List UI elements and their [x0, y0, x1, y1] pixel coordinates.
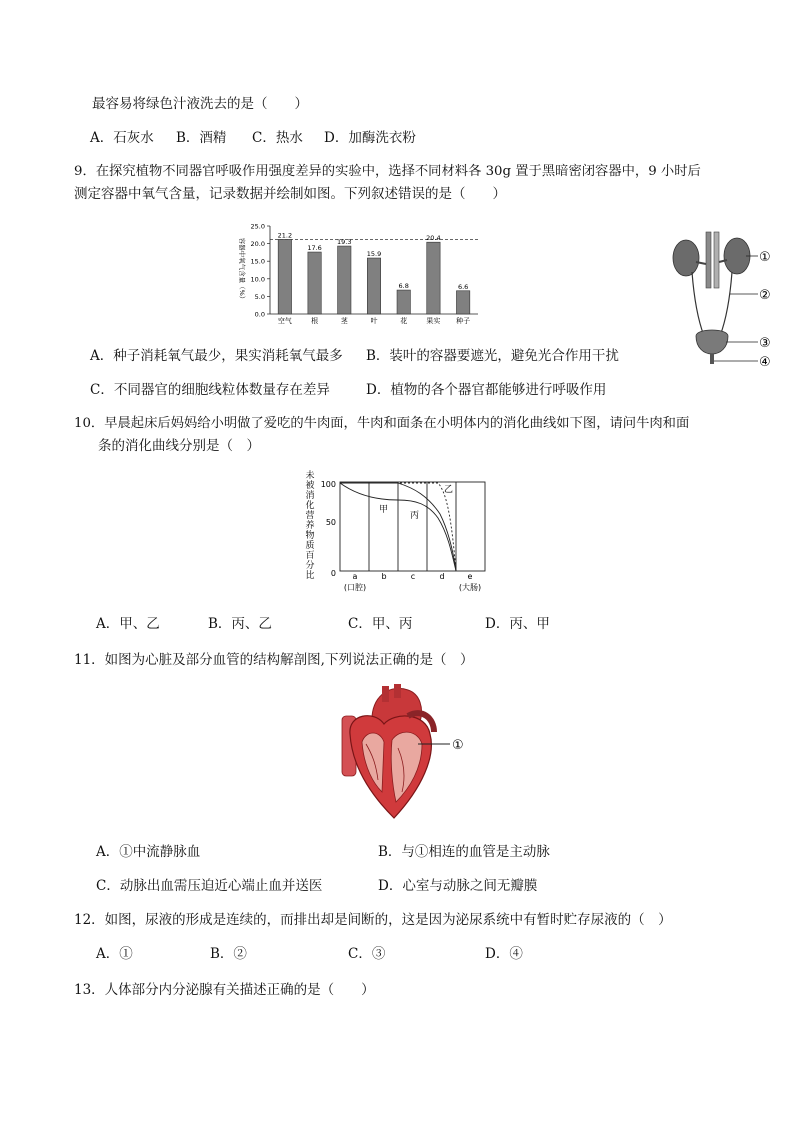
heart-label-1: ①: [452, 738, 464, 753]
bar: [367, 258, 380, 314]
y-tick-label: 20.0: [250, 240, 265, 249]
bar: [397, 290, 410, 314]
oxygen-bar-chart: [228, 218, 498, 330]
q10-option-d: D．丙、甲: [485, 616, 550, 632]
bar-value-label: 20.4: [426, 234, 441, 243]
urethra: [710, 354, 714, 364]
bar: [427, 242, 440, 314]
category-label: 根: [311, 317, 319, 325]
q10-stem-line2: 条的消化曲线分别是（ ）: [98, 438, 260, 454]
bar-value-label: 6.6: [457, 282, 469, 291]
heart-body: [350, 716, 431, 818]
digestion-xlabel: e: [467, 572, 473, 581]
q8-stem-tail: 最容易将绿色汁液洗去的是（ ）: [92, 96, 308, 112]
q8-option-c: C．热水: [252, 130, 303, 146]
ylabel-char: 物: [305, 531, 315, 541]
ureter: [692, 272, 704, 336]
bar-value-label: 6.8: [398, 282, 409, 291]
bar-value-label: 15.9: [366, 250, 382, 259]
q9-option-d: D．植物的各个器官都能够进行呼吸作用: [366, 382, 607, 398]
category-label: 茎: [340, 317, 348, 325]
y-tick-label: 5.0: [254, 292, 265, 301]
y-tick-label: 0.0: [254, 310, 265, 319]
urinary-label-3: ③: [759, 336, 771, 351]
ylabel-char: 消: [305, 491, 315, 501]
ylabel-char: 未: [305, 471, 315, 481]
q10-option-a: A．甲、乙: [96, 616, 160, 632]
q11-stem: 11．如图为心脏及部分血管的结构解剖图,下列说法正确的是（ ）: [74, 652, 474, 668]
urinary-system-diagram: [664, 228, 776, 372]
urinary-label-2: ②: [759, 288, 771, 303]
urinary-label-4: ④: [759, 355, 771, 370]
digestion-ytick-50: 50: [325, 518, 336, 527]
heart-diagram: [322, 684, 482, 828]
curve-label-jia: 甲: [379, 505, 389, 515]
q9-option-c: C．不同器官的细胞线粒体数量存在差异: [90, 382, 330, 398]
ylabel-char: 质: [305, 541, 315, 551]
q11-option-c: C．动脉出血需压迫近心端止血并送医: [96, 878, 323, 894]
q9-stem-line1: 9．在探究植物不同器官呼吸作用强度差异的实验中，选择不同材料各 30g 置于黑暗密闭容器中，9 小时后: [74, 164, 701, 179]
q9-option-b: B．装叶的容器要遮光，避免光合作用干扰: [366, 348, 619, 364]
q12-option-c: C．③: [348, 946, 386, 962]
category-label: 花: [400, 317, 408, 325]
y-tick-label: 10.0: [250, 275, 265, 284]
left-kidney: [673, 240, 699, 276]
ylabel-char: 百: [305, 551, 315, 561]
q11-option-d: D．心室与动脉之间无瓣膜: [378, 878, 538, 894]
ylabel-char: 被: [305, 481, 315, 491]
digestion-xlabel: b: [381, 572, 387, 581]
q10-option-c: C．甲、丙: [348, 616, 413, 632]
q10-stem-line1: 10．早晨起床后妈妈给小明做了爱吃的牛肉面，牛肉和面条在小明体内的消化曲线如下图，请问牛肉和面: [74, 416, 690, 431]
q8-option-b: B．酒精: [176, 130, 227, 146]
category-label: 空气: [277, 317, 292, 325]
bar: [338, 246, 351, 314]
q11-option-b: B．与①相连的血管是主动脉: [378, 844, 550, 860]
category-label: 种子: [456, 317, 471, 325]
digestion-ytick-0: 0: [330, 569, 336, 578]
digestion-curve-diagram: [298, 466, 498, 596]
q12-option-b: B．②: [210, 946, 247, 962]
category-label: 叶: [370, 317, 378, 325]
y-tick-label: 15.0: [250, 257, 265, 266]
bar-value-label: 17.6: [307, 244, 322, 253]
q9-option-a: A．种子消耗氧气最少，果实消耗氧气最多: [90, 348, 343, 364]
ylabel-char: 养: [305, 521, 315, 531]
q11-option-a: A．①中流静脉血: [96, 844, 201, 860]
digestion-xsub-mouth: (口腔): [343, 583, 367, 592]
bar: [308, 252, 321, 314]
digestion-ylabel: [305, 469, 314, 581]
digestion-xlabel: d: [439, 572, 445, 581]
digestion-ytick-100: 100: [320, 480, 336, 489]
q8-option-a: A．石灰水: [90, 130, 154, 146]
ylabel-char: 比: [305, 571, 315, 581]
y-axis-label: 容器中氧气含量（%）: [238, 237, 246, 303]
ylabel-char: 分: [305, 561, 315, 571]
category-label: 果实: [426, 317, 441, 325]
digestion-xsub-large-intestine: (大肠): [458, 583, 482, 592]
curve-label-bing: 丙: [410, 511, 420, 521]
y-tick-label: 25.0: [250, 222, 265, 231]
q13-stem: 13．人体部分内分泌腺有关描述正确的是（ ）: [74, 982, 375, 998]
q12-option-a: A．①: [96, 946, 133, 962]
q12-stem: 12．如图，尿液的形成是连续的，而排出却是间断的，这是因为泌尿系统中有暂时贮存尿液的（ ）: [74, 912, 672, 928]
q8-option-d: D．加酶洗衣粉: [324, 130, 416, 146]
q12-option-d: D．④: [485, 946, 523, 962]
digestion-xlabel: a: [352, 572, 358, 581]
q9-stem-line2: 测定容器中氧气含量，记录数据并绘制如图。下列叙述错误的是（ ）: [74, 186, 506, 202]
bar: [278, 239, 291, 314]
q10-option-b: B．丙、乙: [208, 616, 272, 632]
digestion-xlabel: c: [410, 572, 416, 581]
curve-label-yi: 乙: [444, 485, 454, 495]
ylabel-char: 营: [305, 511, 315, 521]
ylabel-char: 化: [305, 501, 315, 511]
bar-value-label: 19.3: [337, 238, 352, 247]
bar-value-label: 21.2: [277, 231, 293, 240]
urinary-label-1: ①: [759, 250, 771, 265]
bar: [456, 291, 469, 314]
bladder: [696, 330, 728, 354]
